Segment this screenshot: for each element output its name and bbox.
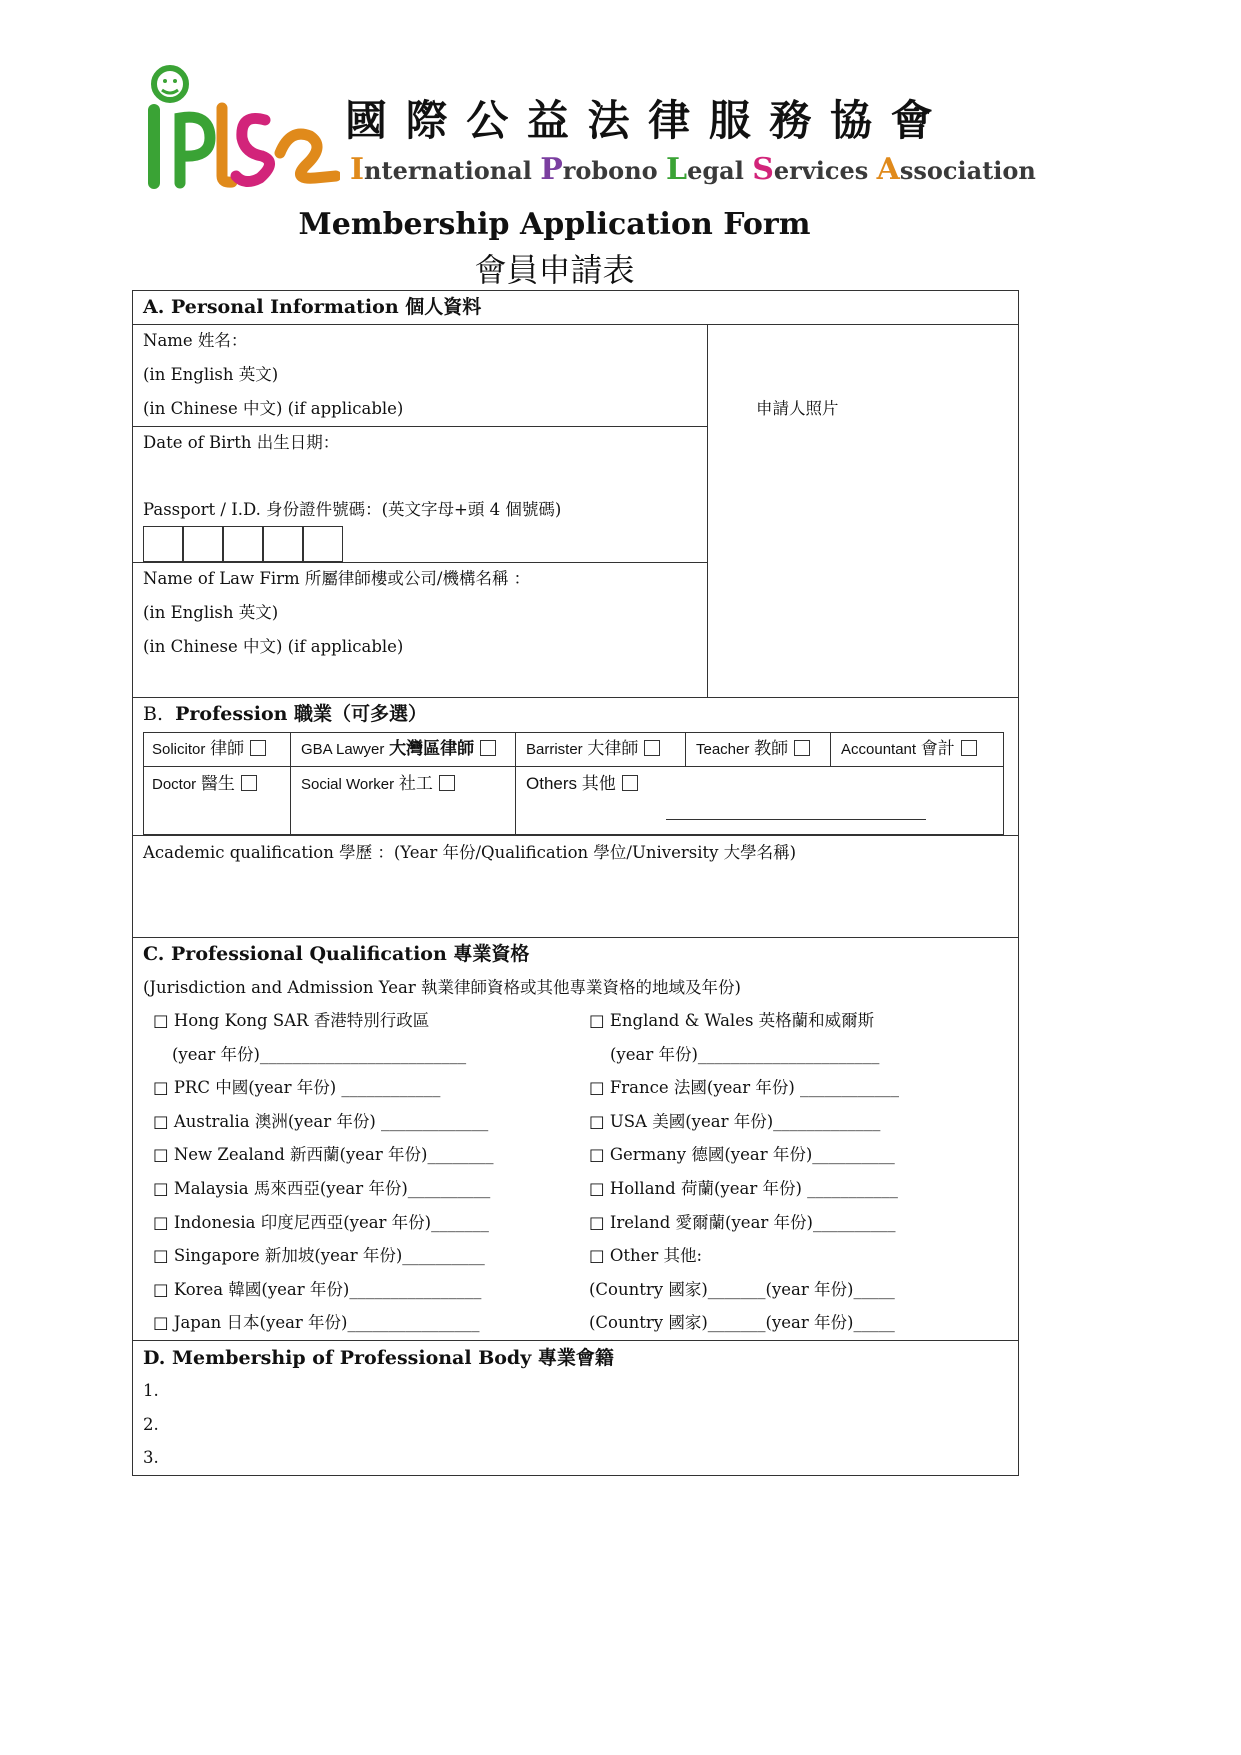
jurisdiction-hong-kong[interactable]: □ Hong Kong SAR 香港特別行政區: [153, 1011, 430, 1030]
divider: [132, 1340, 1018, 1341]
name-chinese-label[interactable]: (in Chinese 中文) (if applicable): [143, 399, 404, 418]
section-c-subheading: (Jurisdiction and Admission Year 執業律師資格或其他專業資格的地域及年份): [143, 978, 741, 997]
passport-id-box-5[interactable]: [303, 526, 343, 562]
law-firm-english-label[interactable]: (in English 英文): [143, 603, 279, 622]
checkbox[interactable]: [961, 740, 977, 756]
section-a-heading: A. Personal Information 個人資料: [143, 296, 482, 318]
jurisdiction-holland[interactable]: □ Holland 荷蘭(year 年份) ___________: [589, 1179, 898, 1198]
divider: [290, 732, 291, 834]
others-fill-line: [666, 819, 926, 820]
profession-barrister[interactable]: Barrister 大律師: [526, 739, 660, 760]
divider: [132, 835, 1018, 836]
divider: [132, 324, 1018, 325]
jurisdiction-germany[interactable]: □ Germany 德國(year 年份)__________: [589, 1145, 895, 1164]
passport-id-box-3[interactable]: [223, 526, 263, 562]
checkbox[interactable]: [622, 775, 638, 791]
law-firm-chinese-label[interactable]: (in Chinese 中文) (if applicable): [143, 637, 404, 656]
org-word-association: Association: [876, 152, 1036, 187]
law-firm-label[interactable]: Name of Law Firm 所屬律師樓或公司/機構名稱 ：: [143, 569, 531, 588]
divider: [143, 766, 1004, 767]
jurisdiction-england-wales-year[interactable]: (year 年份)______________________: [610, 1045, 880, 1064]
checkbox[interactable]: [480, 740, 496, 756]
divider: [132, 937, 1018, 938]
applicant-photo-area[interactable]: 申請人照片: [756, 399, 839, 418]
passport-id-box-1[interactable]: [143, 526, 183, 562]
date-of-birth-label[interactable]: Date of Birth 出生日期：: [143, 433, 340, 452]
section-c-heading: C. Professional Qualification 專業資格: [143, 943, 530, 965]
jurisdiction-england-wales[interactable]: □ England & Wales 英格蘭和威爾斯: [589, 1011, 875, 1030]
professional-body-item-3[interactable]: 3.: [143, 1448, 159, 1467]
checkbox[interactable]: [250, 740, 266, 756]
jurisdiction-korea[interactable]: □ Korea 韓國(year 年份)________________: [153, 1280, 482, 1299]
professional-body-item-2[interactable]: 2.: [143, 1415, 159, 1434]
divider: [132, 697, 1018, 698]
passport-id-label: Passport / I.D. 身份證件號碼：(英文字母+頭 4 個號碼): [143, 500, 562, 519]
name-label[interactable]: Name 姓名：: [143, 331, 248, 350]
divider: [830, 732, 831, 766]
jurisdiction-singapore[interactable]: □ Singapore 新加坡(year 年份)__________: [153, 1246, 485, 1265]
jurisdiction-other-country-1[interactable]: (Country 國家)_______(year 年份)_____: [589, 1280, 895, 1299]
jurisdiction-prc[interactable]: □ PRC 中國(year 年份) ____________: [153, 1078, 441, 1097]
profession-social-worker[interactable]: Social Worker 社工: [301, 774, 455, 795]
divider: [707, 324, 708, 697]
org-word-services: Services: [752, 152, 877, 187]
jurisdiction-hong-kong-year[interactable]: (year 年份)_________________________: [172, 1045, 467, 1064]
organization-logo: [140, 58, 340, 193]
organization-name-chinese: 國 際 公 益 法 律 服 務 協 會: [345, 96, 935, 145]
form-title-english: Membership Application Form: [298, 207, 811, 242]
divider: [132, 426, 708, 427]
divider: [132, 562, 708, 563]
organization-name-english: [350, 152, 1036, 189]
section-b-heading: [143, 704, 427, 724]
section-b-title: Profession 職業（可多選）: [175, 703, 428, 725]
jurisdiction-australia[interactable]: □ Australia 澳洲(year 年份) _____________: [153, 1112, 489, 1131]
jurisdiction-new-zealand[interactable]: □ New Zealand 新西蘭(year 年份)________: [153, 1145, 494, 1164]
passport-id-box-2[interactable]: [183, 526, 223, 562]
passport-id-box-4[interactable]: [263, 526, 303, 562]
section-b-letter: B.: [143, 703, 164, 725]
divider: [515, 732, 516, 834]
jurisdiction-indonesia[interactable]: □ Indonesia 印度尼西亞(year 年份)_______: [153, 1213, 489, 1232]
checkbox[interactable]: [644, 740, 660, 756]
professional-body-item-1[interactable]: 1.: [143, 1381, 159, 1400]
academic-qualification-label[interactable]: Academic qualification 學歷 ：(Year 年份/Qualification 學位/University 大學名稱): [143, 843, 797, 862]
divider: [685, 732, 686, 766]
checkbox[interactable]: [241, 775, 257, 791]
jurisdiction-other[interactable]: □ Other 其他:: [589, 1246, 703, 1265]
profession-solicitor[interactable]: Solicitor 律師: [152, 739, 266, 760]
org-word-legal: Legal: [666, 152, 753, 187]
checkbox[interactable]: [794, 740, 810, 756]
jurisdiction-malaysia[interactable]: □ Malaysia 馬來西亞(year 年份)__________: [153, 1179, 491, 1198]
org-word-international: International: [350, 152, 541, 187]
form-title-chinese: 會員申請表: [474, 251, 635, 289]
checkbox[interactable]: [439, 775, 455, 791]
jurisdiction-japan[interactable]: □ Japan 日本(year 年份)________________: [153, 1313, 480, 1332]
profession-others[interactable]: Others 其他: [526, 774, 638, 794]
jurisdiction-france[interactable]: □ France 法國(year 年份) ____________: [589, 1078, 900, 1097]
profession-teacher[interactable]: Teacher 教師: [696, 739, 810, 760]
section-d-heading: D. Membership of Professional Body 專業會籍: [143, 1347, 614, 1369]
jurisdiction-usa[interactable]: □ USA 美國(year 年份)_____________: [589, 1112, 881, 1131]
jurisdiction-other-country-2[interactable]: (Country 國家)_______(year 年份)_____: [589, 1313, 895, 1332]
jurisdiction-ireland[interactable]: □ Ireland 愛爾蘭(year 年份)__________: [589, 1213, 896, 1232]
name-english-label[interactable]: (in English 英文): [143, 365, 279, 384]
profession-doctor[interactable]: Doctor 醫生: [152, 774, 257, 795]
logo-text: IPLSA: [140, 58, 144, 59]
profession-accountant[interactable]: Accountant 會計: [841, 739, 977, 760]
org-word-probono: Probono: [540, 152, 667, 187]
profession-gba-lawyer[interactable]: GBA Lawyer 大灣區律師: [301, 739, 496, 760]
